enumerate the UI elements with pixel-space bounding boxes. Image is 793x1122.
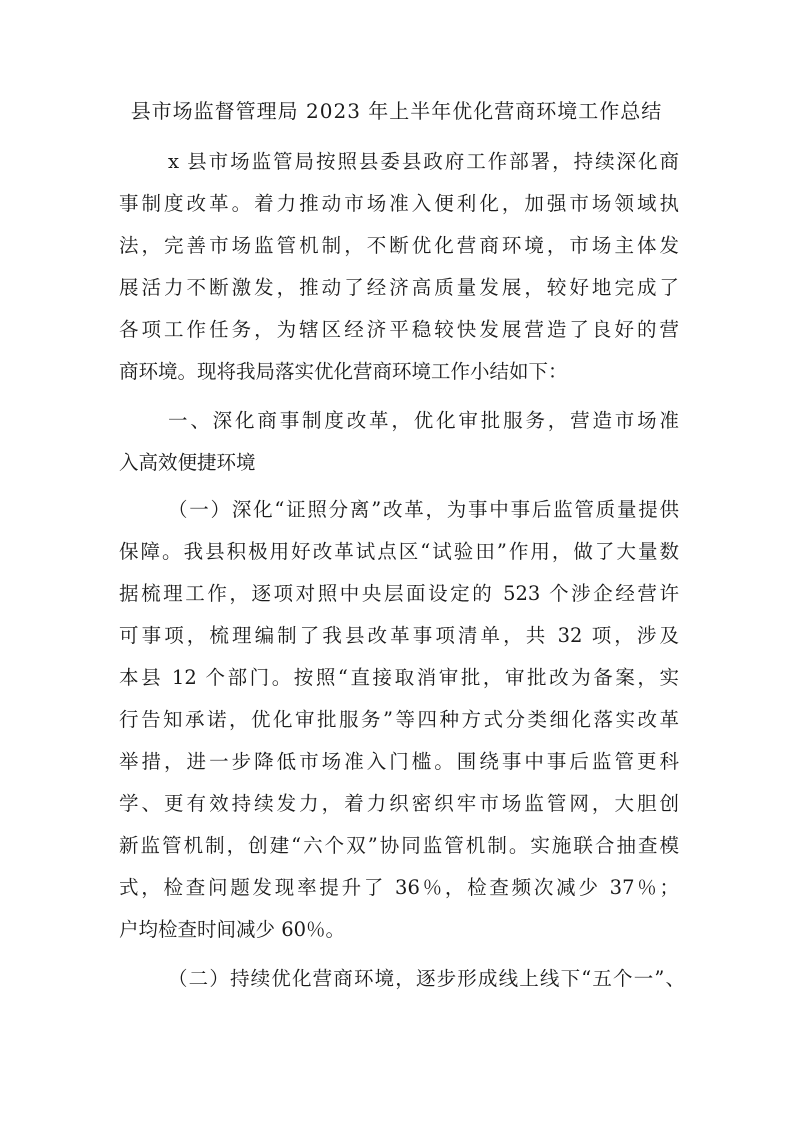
text-line: 行告知承诺，优化审批服务”等四种方式分类细化落实改革 [119, 708, 679, 731]
text-line: （一）深化“证照分离”改革，为事中事后监管质量提供 [168, 498, 679, 521]
text-line: 各项工作任务，为辖区经济平稳较快发展营造了良好的营 [119, 318, 679, 341]
text-line: 可事项，梳理编制了我县改革事项清单，共 32 项，涉及 [119, 624, 679, 647]
text-line: 新监管机制，创建“六个双”协同监管机制。实施联合抽查模 [119, 834, 679, 857]
text-line: 式，检查问题发现率提升了 36％，检查频次减少 37％； [119, 876, 679, 899]
text-line: 据梳理工作，逐项对照中央层面设定的 523 个涉企经营许 [119, 582, 679, 605]
document-title: 县市场监督管理局 2023 年上半年优化营商环境工作总结 [130, 99, 663, 123]
text-line: 本县 12 个部门。按照“直接取消审批，审批改为备案，实 [119, 666, 679, 689]
text-line: 举措，进一步降低市场准入门槛。围绕事中事后监管更科 [119, 750, 679, 773]
text-line: 展活力不断激发，推动了经济高质量发展，较好地完成了 [119, 276, 679, 299]
text-line: （二）持续优化营商环境，逐步形成线上线下“五个一”、 [168, 967, 685, 990]
text-line: 户均检查时间减少 60％。 [119, 918, 346, 941]
text-line: 法，完善市场监管机制，不断优化营商环境，市场主体发 [119, 234, 679, 257]
text-line: 保障。我县积极用好改革试点区“试验田”作用，做了大量数 [119, 540, 679, 563]
text-line: 入高效便捷环境 [119, 451, 256, 474]
text-line: 学、更有效持续发力，着力织密织牢市场监管网，大胆创 [119, 792, 679, 815]
text-line: 一、深化商事制度改革，优化审批服务，营造市场准 [168, 409, 679, 432]
text-line: 商环境。现将我局落实优化营商环境工作小结如下： [119, 360, 568, 383]
text-line: 事制度改革。着力推动市场准入便利化，加强市场领域执 [119, 192, 679, 215]
text-line: x 县市场监管局按照县委县政府工作部署，持续深化商 [168, 150, 679, 173]
